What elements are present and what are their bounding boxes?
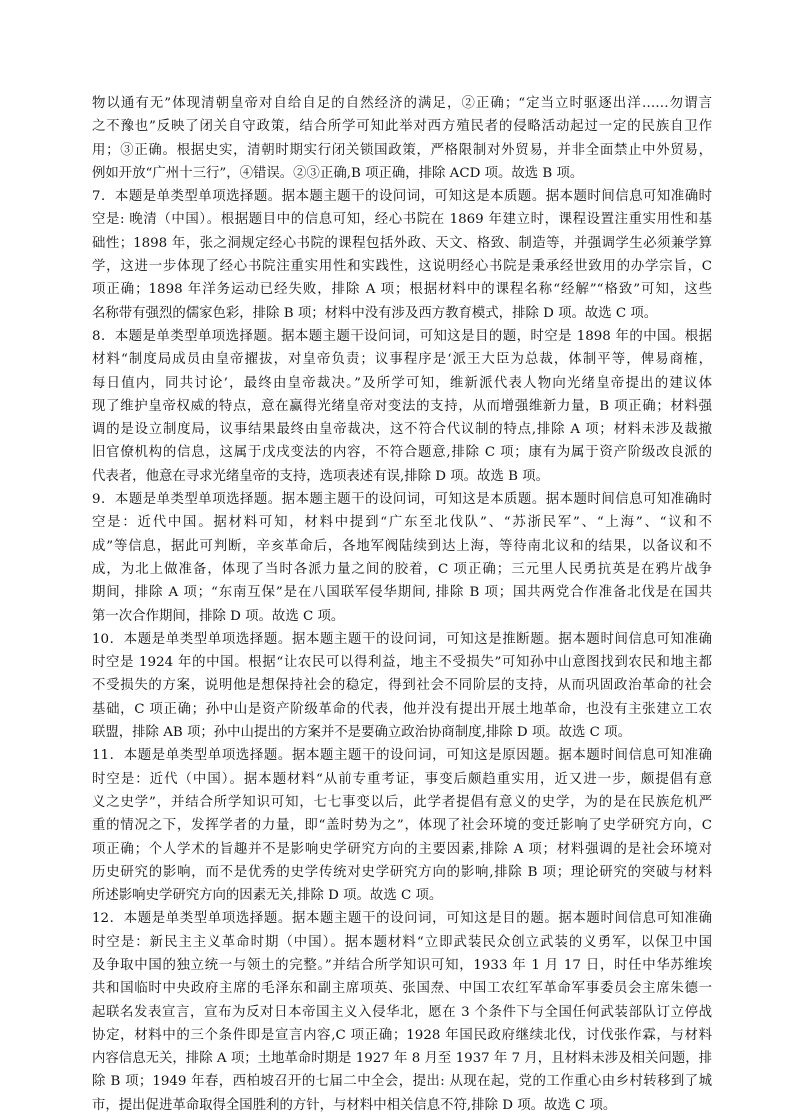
text-line: 现了维护皇帝权威的特点，意在赢得光绪皇帝对变法的支持，从而增强维新力量，B 项正确；材料强 [92, 398, 712, 414]
text-line: 第一次合作期间，排除 D 项。故选 C 项。 [92, 608, 345, 624]
paragraph-answer-7 [92, 185, 712, 325]
text-line: 项正确；1898 年洋务运动已经失败，排除 A 项；根据材料中的课程名称“经解”“格致”可知，这些 [92, 282, 712, 298]
text-line: 7．本题是单类型单项选择题。据本题主题干的设问词，可知这是本质题。据本题时间信息可知准确时 [92, 189, 712, 205]
text-line: 9．本题是单类型单项选择题。据本题主题干的设问词，可知这是本质题。据本题时间信息可知准确时 [92, 492, 712, 508]
text-line: 基础，C 项正确；孙中山是资产阶级革命的代表，他并没有提出开展土地革命，也没有主张建立工农 [92, 701, 712, 717]
text-line: 项正确；个人学术的旨趣并不是影响史学研究方向的主要因素,排除 A 项；材料强调的是社会环境对 [92, 841, 712, 857]
text-line: 11．本题是单类型单项选择题。据本题主题干的设问词，可知这是原因题。据本题时间信息可知准确 [92, 748, 712, 764]
paragraph-answer-10 [92, 628, 712, 744]
text-line: 起联名发表宣言，宣布为反对日本帝国主义入侵华北，愿在 3 个条件下与全国任何武装部队订立停战 [92, 1004, 712, 1020]
text-line: 共和国临时中央政府主席的毛泽东和副主席项英、张国焘、中国工农红军革命军事委员会主席朱德一 [92, 981, 712, 997]
text-line: 空是：近代中国。据材料可知，材料中提到“广东至北伐队”、“苏浙民军”、“上海”、“议和不 [92, 515, 712, 531]
text-line: 调的是设立制度局，议事结果最终由皇帝裁决，这不符合代议制的特点,排除 A 项；材料未涉及裁撤 [92, 422, 712, 438]
text-line: 内容信息无关，排除 A 项；土地革命时期是 1927 年 8 月至 1937 年 7 月，且材料未涉及相关问题，排 [92, 1051, 712, 1067]
text-line: 市，提出促进革命取得全国胜利的方针，与材料中相关信息不符,排除 D 项。故选 C 项。 [92, 1097, 617, 1113]
text-line: 时空是：新民主主义革命时期（中国）。据本题材料“立即武装民众创立武装的义勇军，以保卫中国 [92, 934, 712, 950]
text-line: 重的情况之下，发挥学者的力量，即“盖时势为之”，体现了社会环境的变迁影响了史学研究方向，C [92, 818, 712, 834]
paragraph-answer-6-continued [92, 92, 712, 185]
paragraph-answer-12 [92, 907, 712, 1117]
text-line: 之不豫也”反映了闭关自守政策，结合所学可知此举对西方殖民者的侵略活动起过一定的民族自卫作 [92, 119, 712, 135]
text-line: 时空是 1924 年的中国。根据“让农民可以得利益，地主不受损失”可知孙中山意图找到农民和地主都 [92, 655, 712, 671]
text-line: 8．本题是单类型单项选择题。据本题主题干设问词，可知这是目的题，时空是 1898 年的中国。根据 [92, 328, 712, 344]
text-line: 12．本题是单类型单项选择题。据本题主题干的设问词，可知这是目的题。据本题时间信息可知准确 [92, 911, 712, 927]
paragraph-answer-9 [92, 488, 712, 628]
text-line: 旧官僚机构的信息，这属于戊戌变法的内容，不符合题意,排除 C 项；康有为属于资产阶级改良派的 [92, 445, 712, 461]
text-line: 例如开放“广州十三行”，④错误。②③正确,B 项正确，排除 ACD 项。故选 B 项。 [92, 165, 584, 181]
text-line: 联盟，排除 AB 项；孙中山提出的方案并不是要确立政治协商制度,排除 D 项。故选 C 项。 [92, 725, 631, 741]
text-line: 用；③正确。根据史实，清朝时期实行闭关锁国政策，严格限制对外贸易，并非全面禁止中外贸易， [92, 142, 712, 158]
paragraph-answer-8 [92, 325, 712, 488]
text-line: 10．本题是单类型单项选择题。据本题主题干的设问词，可知这是推断题。据本题时间信息可知准确 [92, 631, 712, 647]
text-line: 及争取中国的独立统一与领土的完整。”并结合所学知识可知，1933 年 1 月 17 日，时任中华苏维埃 [92, 957, 712, 973]
text-line: 义之史学”，并结合所学知识可知，七七事变以后，此学者提倡有意义的史学，为的是在民族危机严 [92, 794, 712, 810]
text-line: 期间，排除 A 项；“东南互保”是在八国联军侵华期间, 排除 B 项；国共两党合作准备北伐是在国共 [92, 585, 712, 601]
text-line: 时空是：近代（中国）。据本题材料“从前专重考证，事变后颇趋重实用，近又进一步，颇提倡有意 [92, 771, 712, 787]
text-line: 空是: 晚清（中国）。根据题目中的信息可知，经心书院在 1869 年建立时，课程设置注重实用性和基 [92, 212, 712, 228]
text-line: 历史研究的影响，而不是优秀的史学传统对史学研究方向的影响,排除 B 项；理论研究的突破与材料 [92, 864, 712, 880]
text-line: 所述影响史学研究方向的因素无关,排除 D 项。故选 C 项。 [92, 888, 443, 904]
text-line: 不受损失的方案，说明他是想保持社会的稳定，得到社会不同阶层的支持，从而巩固政治革命的社会 [92, 678, 712, 694]
text-line: 成，为北上做准备，体现了当时各派力量之间的胶着，C 项正确；三元里人民勇抗英是在鸦片战争 [92, 561, 712, 577]
text-line: 学，这进一步体现了经心书院注重实用性和实践性，这说明经心书院是秉承经世致用的办学宗旨，C [92, 259, 712, 275]
text-line: 物以通有无”体现清朝皇帝对自给自足的自然经济的满足，②正确；“定当立时驱逐出洋……勿谓言 [92, 96, 712, 111]
text-line: 代表者，他意在寻求光绪皇帝的支持，选项表述有误,排除 D 项。故选 B 项。 [92, 468, 549, 484]
text-line: 每日值内，同共讨论’，最终由皇帝裁决。”及所学可知，维新派代表人物向光绪皇帝提出的建议体 [92, 375, 712, 391]
text-line: 础性；1898 年，张之洞规定经心书院的课程包括外政、天文、格致、制造等，并强调学生必须兼学算 [92, 235, 712, 251]
text-line: 材料“制度局成员由皇帝擢拔，对皇帝负责；议事程序是‘派王大臣为总裁，体制平等，俾易商榷， [92, 352, 712, 368]
text-line: 成”等信息，据此可判断，辛亥革命后，各地军阀陆续到达上海，等待南北议和的结果，以备议和不 [92, 538, 712, 554]
paragraph-answer-11 [92, 744, 712, 907]
answer-explanation-page [92, 92, 712, 1117]
text-line: 名称带有强烈的儒家色彩，排除 B 项；材料中没有涉及西方教育模式，排除 D 项。故选 C 项。 [92, 305, 658, 321]
text-line: 协定，材料中的三个条件即是宣言内容,C 项正确；1928 年国民政府继续北伐，讨伐张作霖，与材料 [92, 1027, 712, 1043]
text-line: 除 B 项；1949 年春，西柏坡召开的七届二中全会，提出: 从现在起，党的工作重心由乡村转移到了城 [92, 1074, 712, 1090]
